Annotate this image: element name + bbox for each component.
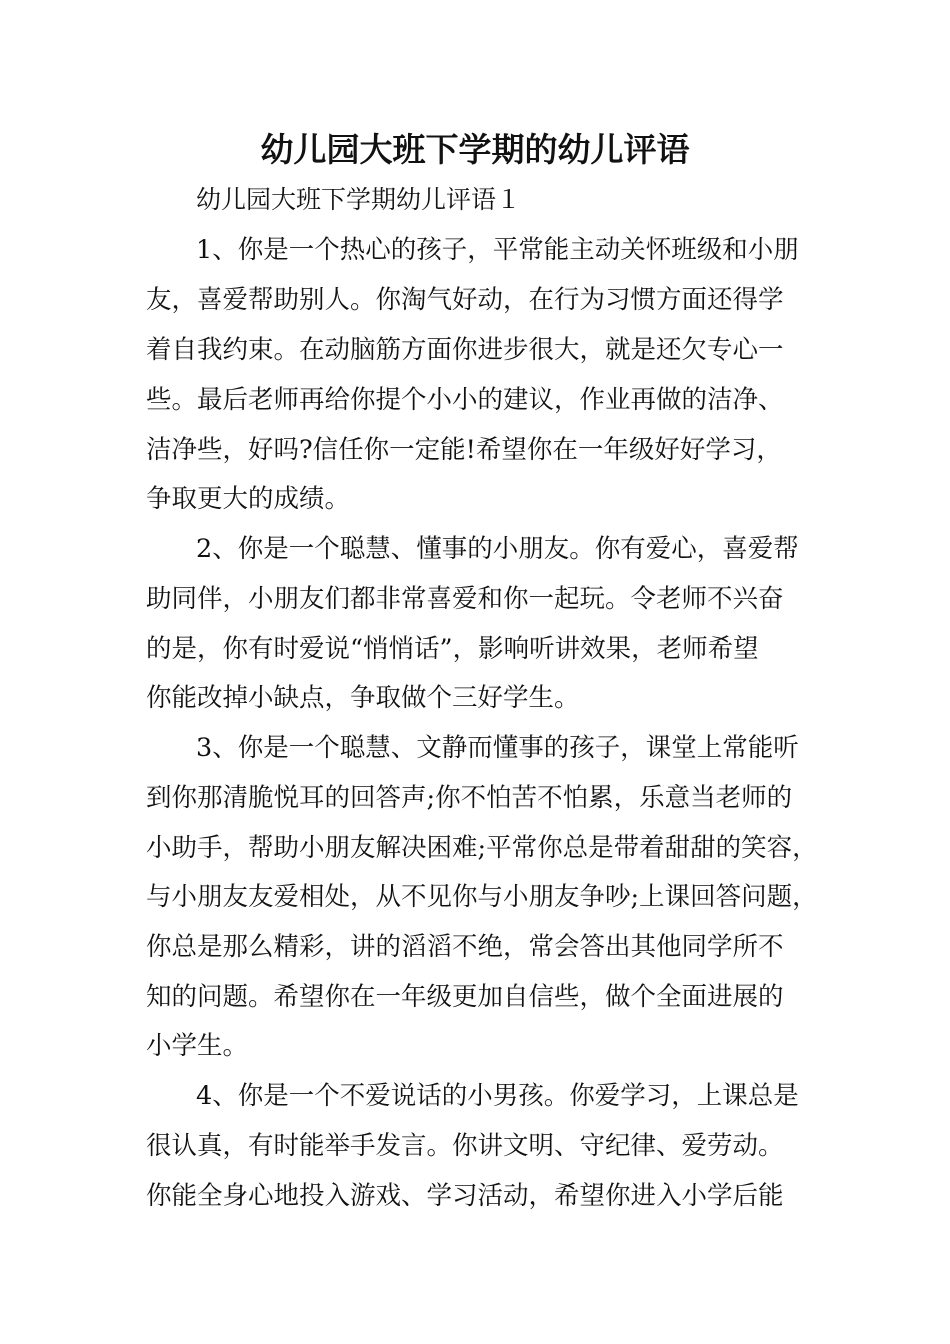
paragraph-line: 些。最后老师再给你提个小小的建议，作业再做的洁净、 xyxy=(146,385,784,415)
paragraph-line: 与小朋友友爱相处，从不见你与小朋友争吵;上课回答问题， xyxy=(146,882,818,912)
paragraph-line: 小学生。 xyxy=(146,1031,249,1061)
paragraph-line: 的是，你有时爱说“悄悄话”，影响听讲效果，老师希望 xyxy=(146,634,759,664)
paragraph-line: 争取更大的成绩。 xyxy=(146,484,351,514)
paragraph-line: 知的问题。希望你在一年级更加自信些，做个全面进展的 xyxy=(146,982,784,1012)
paragraph-line: 着自我约束。在动脑筋方面你进步很大，就是还欠专心一 xyxy=(146,335,784,365)
paragraph-line: 1、你是一个热心的孩子，平常能主动关怀班级和小朋 xyxy=(196,235,799,265)
paragraph-line: 你能改掉小缺点，争取做个三好学生。 xyxy=(146,683,580,713)
paragraph-line: 洁净些，好吗?信任你一定能!希望你在一年级好好学习， xyxy=(146,435,782,465)
paragraph-line: 4、你是一个不爱说话的小男孩。你爱学习，上课总是 xyxy=(196,1081,799,1111)
paragraph-line: 3、你是一个聪慧、文静而懂事的孩子，课堂上常能听 xyxy=(196,733,799,763)
paragraph-line: 很认真，有时能举手发言。你讲文明、守纪律、爱劳动。 xyxy=(146,1131,784,1161)
paragraph-line: 友，喜爱帮助别人。你淘气好动，在行为习惯方面还得学 xyxy=(146,285,784,315)
paragraph-line: 你能全身心地投入游戏、学习活动，希望你进入小学后能 xyxy=(146,1181,784,1211)
document-subtitle: 幼儿园大班下学期幼儿评语１ xyxy=(196,185,522,214)
paragraph-line: 到你那清脆悦耳的回答声;你不怕苦不怕累，乐意当老师的 xyxy=(146,783,793,813)
paragraph-line: 小助手，帮助小朋友解决困难;平常你总是带着甜甜的笑容， xyxy=(146,833,818,863)
paragraph-line: 你总是那么精彩，讲的滔滔不绝，常会答出其他同学所不 xyxy=(146,932,784,962)
paragraph-line: 2、你是一个聪慧、懂事的小朋友。你有爱心，喜爱帮 xyxy=(196,534,799,564)
paragraph-line: 助同伴，小朋友们都非常喜爱和你一起玩。令老师不兴奋 xyxy=(146,584,784,614)
document-title: 幼儿园大班下学期的幼儿评语 xyxy=(260,130,690,169)
